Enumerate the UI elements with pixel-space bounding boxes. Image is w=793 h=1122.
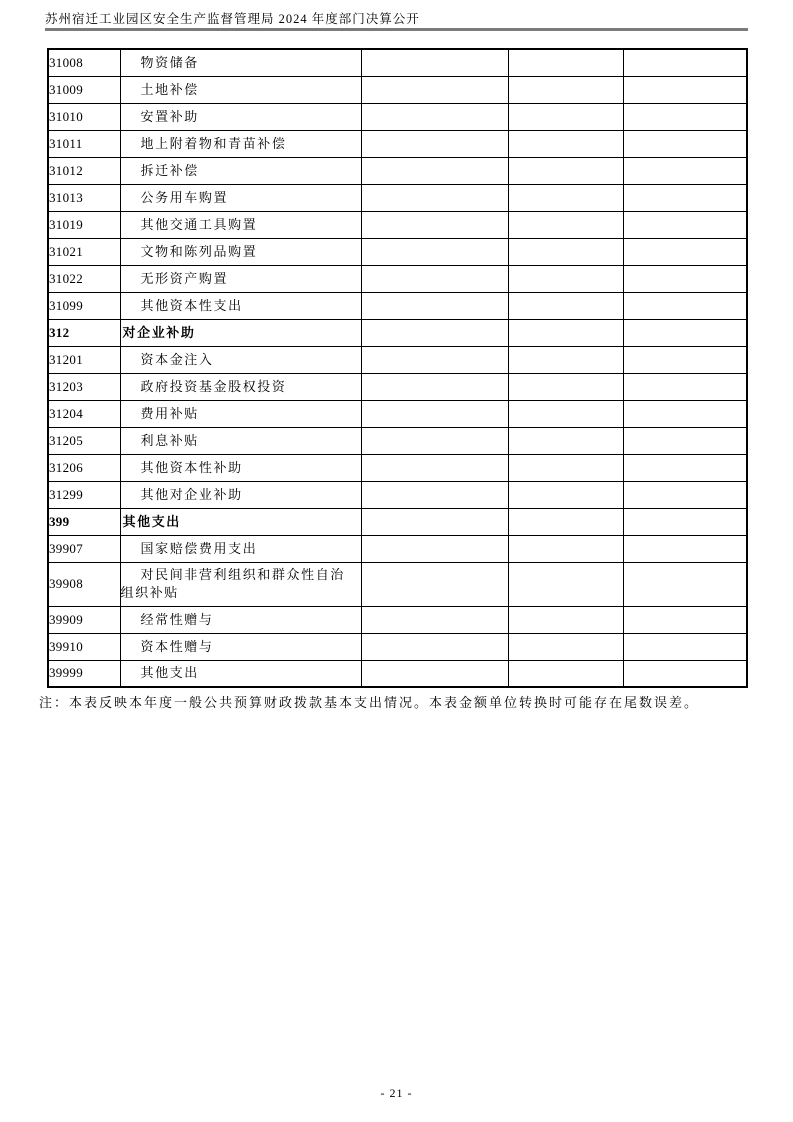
value-cell [508,373,623,400]
code-cell: 31009 [48,76,120,103]
value-cell [623,76,747,103]
value-cell [623,481,747,508]
category-name: 其他资本性补助 [140,459,243,475]
value-cell [361,481,508,508]
name-cell [120,157,361,184]
category-name: 拆迁补偿 [140,162,199,178]
table-row [48,238,747,265]
category-name: 无形资产购置 [140,270,229,286]
value-cell [508,103,623,130]
code-cell: 31019 [48,211,120,238]
code-cell: 31012 [48,157,120,184]
category-name: 经常性赠与 [140,611,214,627]
table-row [48,535,747,562]
code-cell: 31299 [48,481,120,508]
value-cell [623,211,747,238]
value-cell [361,660,508,687]
table-row [48,265,747,292]
category-name: 政府投资基金股权投资 [140,378,287,394]
category-name: 土地补偿 [140,81,199,97]
category-name: 安置补助 [140,108,199,124]
code-cell: 31010 [48,103,120,130]
code-cell: 31205 [48,427,120,454]
category-name: 利息补贴 [140,432,199,448]
value-cell [508,606,623,633]
table-row [48,157,747,184]
table-row [48,481,747,508]
value-cell [361,211,508,238]
page-number: - 21 - [380,1086,413,1100]
name-cell [120,292,361,319]
name-cell [120,660,361,687]
code-cell: 39910 [48,633,120,660]
value-cell [361,606,508,633]
value-cell [508,319,623,346]
name-cell [120,508,361,535]
value-cell [623,508,747,535]
value-cell [361,373,508,400]
value-cell [623,535,747,562]
value-cell [361,562,508,606]
category-name: 其他对企业补助 [140,486,243,502]
value-cell [623,454,747,481]
value-cell [623,238,747,265]
table-row [48,130,747,157]
table-row [48,184,747,211]
value-cell [623,49,747,76]
table-row [48,400,747,427]
name-cell [120,481,361,508]
name-cell [120,265,361,292]
value-cell [623,660,747,687]
name-cell [120,427,361,454]
value-cell [508,346,623,373]
value-cell [361,238,508,265]
code-cell: 31203 [48,373,120,400]
name-cell [120,373,361,400]
name-cell [120,319,361,346]
value-cell [361,346,508,373]
value-cell [623,373,747,400]
code-cell: 399 [48,508,120,535]
name-cell [120,130,361,157]
code-cell: 31206 [48,454,120,481]
code-cell: 31011 [48,130,120,157]
value-cell [508,292,623,319]
name-cell [120,346,361,373]
value-cell [623,633,747,660]
header-rule [45,28,748,31]
code-cell: 39999 [48,660,120,687]
category-name: 其他交通工具购置 [140,216,258,232]
category-name: 物资储备 [140,54,199,70]
category-name: 资本性赠与 [140,638,214,654]
value-cell [361,427,508,454]
value-cell [508,238,623,265]
value-cell [623,184,747,211]
value-cell [361,184,508,211]
code-cell: 31021 [48,238,120,265]
value-cell [508,454,623,481]
value-cell [508,265,623,292]
value-cell [508,184,623,211]
category-name: 对企业补助 [122,324,196,340]
value-cell [623,292,747,319]
value-cell [361,49,508,76]
name-cell [120,535,361,562]
value-cell [623,606,747,633]
category-name: 其他支出 [140,665,199,681]
name-cell [120,76,361,103]
table-row [48,606,747,633]
table-row [48,211,747,238]
category-name: 其他资本性支出 [140,297,243,313]
value-cell [361,633,508,660]
name-cell [120,49,361,76]
value-cell [508,535,623,562]
value-cell [508,508,623,535]
code-cell: 31022 [48,265,120,292]
page-title: 苏州宿迁工业园区安全生产监督管理局 2024 年度部门决算公开 [45,12,420,26]
code-cell: 39908 [48,562,120,606]
value-cell [508,562,623,606]
value-cell [508,157,623,184]
table-row [48,373,747,400]
value-cell [623,562,747,606]
budget-expenditure-table [47,48,748,688]
name-cell [120,454,361,481]
code-cell: 31201 [48,346,120,373]
value-cell [361,103,508,130]
name-cell [120,103,361,130]
name-cell [120,238,361,265]
code-cell: 31013 [48,184,120,211]
value-cell [361,319,508,346]
value-cell [623,130,747,157]
value-cell [508,633,623,660]
value-cell [623,346,747,373]
name-cell [120,184,361,211]
value-cell [508,660,623,687]
code-cell: 39907 [48,535,120,562]
table-row [48,633,747,660]
name-cell [120,562,361,606]
value-cell [623,157,747,184]
table-row [48,76,747,103]
value-cell [361,292,508,319]
value-cell [361,76,508,103]
table-row [48,454,747,481]
category-name: 其他支出 [122,513,181,529]
value-cell [361,265,508,292]
category-name: 费用补贴 [140,405,199,421]
category-name: 对民间非营利组织和群众性自治组织补贴 [120,567,345,600]
value-cell [361,130,508,157]
name-cell [120,633,361,660]
value-cell [508,211,623,238]
table-row [48,562,747,606]
value-cell [508,481,623,508]
value-cell [361,157,508,184]
table-row [48,508,747,535]
table-row [48,319,747,346]
value-cell [361,400,508,427]
value-cell [508,400,623,427]
code-cell: 31008 [48,49,120,76]
category-name: 公务用车购置 [140,189,229,205]
table-row [48,346,747,373]
table-row [48,660,747,687]
value-cell [508,76,623,103]
value-cell [623,427,747,454]
code-cell: 31099 [48,292,120,319]
value-cell [508,49,623,76]
table-row [48,427,747,454]
name-cell [120,606,361,633]
value-cell [623,265,747,292]
value-cell [623,400,747,427]
table-row [48,292,747,319]
code-cell: 39909 [48,606,120,633]
value-cell [623,319,747,346]
code-cell: 312 [48,319,120,346]
value-cell [361,454,508,481]
code-cell: 31204 [48,400,120,427]
table-row [48,103,747,130]
category-name: 文物和陈列品购置 [140,243,258,259]
value-cell [361,508,508,535]
category-name: 国家赔偿费用支出 [140,540,258,556]
value-cell [623,103,747,130]
name-cell [120,211,361,238]
value-cell [508,130,623,157]
category-name: 地上附着物和青苗补偿 [140,135,287,151]
name-cell [120,400,361,427]
value-cell [508,427,623,454]
category-name: 资本金注入 [140,351,214,367]
value-cell [361,535,508,562]
table-row [48,49,747,76]
table-note: 注：本表反映本年度一般公共预算财政拨款基本支出情况。本表金额单位转换时可能存在尾数误差。 [39,695,700,710]
